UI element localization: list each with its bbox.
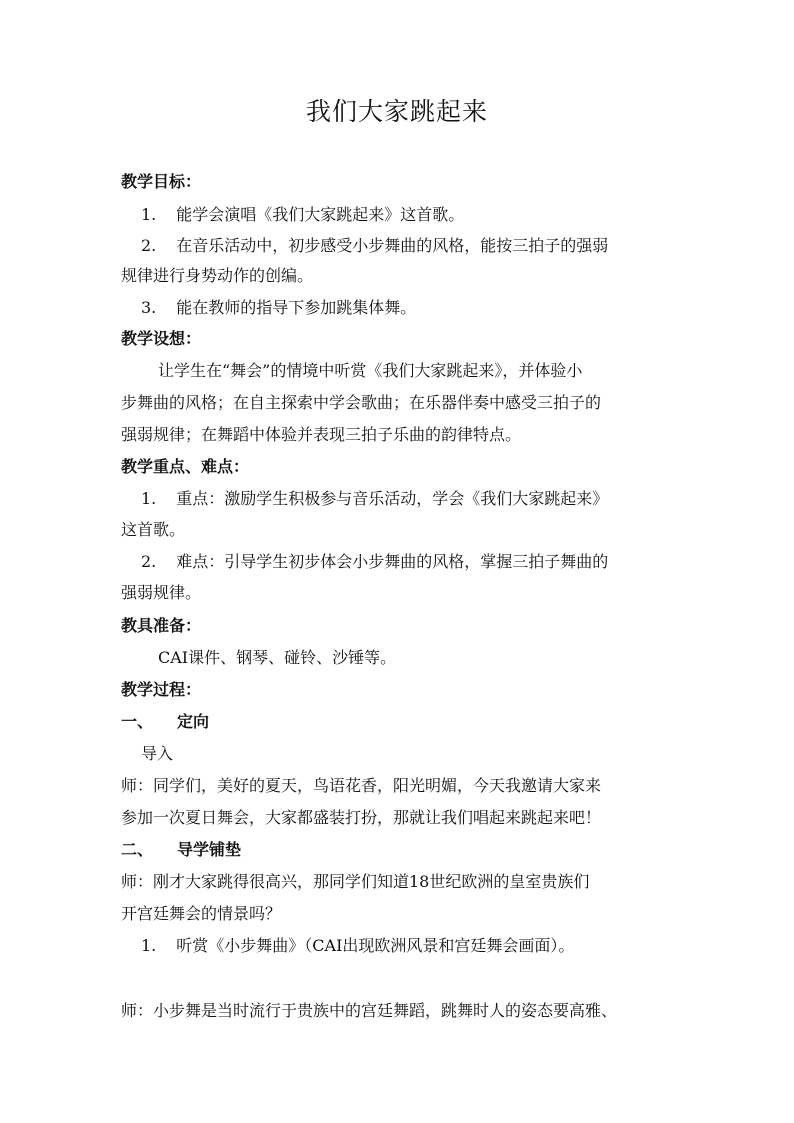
objective-item-3 [141, 296, 701, 320]
list-text: 难点：引导学生初步体会小步舞曲的风格，掌握三拍子舞曲的 [176, 552, 609, 571]
tools-heading: 教具准备： [121, 616, 202, 635]
design-paragraph-line-2: 步舞曲的风格；在自主探索中学会歌曲；在乐器伴奏中感受三拍子的 [121, 393, 602, 412]
key-point-item-2-continued: 强弱规律。 [121, 583, 202, 602]
part-2-line-2: 开宫廷舞会的情景吗？ [121, 904, 282, 923]
part-1-subheading: 导入 [141, 744, 174, 763]
key-point-item-1 [141, 487, 681, 511]
list-text: 重点：激励学生积极参与音乐活动，学会《我们大家跳起来》 [176, 489, 609, 508]
list-number: 2. [141, 552, 157, 571]
part-1-line-2: 参加一次夏日舞会，大家都盛装打扮，那就让我们唱起来跳起来吧！ [121, 808, 602, 827]
list-number: 1. [141, 205, 157, 224]
part-2-heading [121, 838, 681, 862]
final-paragraph-line: 师：小步舞是当时流行于贵族中的宫廷舞蹈，跳舞时人的姿态要高雅、 [121, 1001, 618, 1020]
section-number: 二、 [121, 840, 154, 859]
page-title: 我们大家跳起来 [305, 97, 488, 126]
part-2-list-item-1 [141, 934, 701, 958]
design-paragraph-line-1: 让学生在“舞会”的情境中听赏《我们大家跳起来》，并体验小 [158, 361, 583, 380]
key-points-heading: 教学重点、难点： [121, 457, 250, 476]
list-number: 1. [141, 489, 157, 508]
objective-item-2 [141, 234, 681, 258]
list-text: 能学会演唱《我们大家跳起来》这首歌。 [176, 205, 465, 224]
section-number: 一、 [121, 712, 154, 731]
list-number: 1. [141, 936, 157, 955]
design-paragraph-line-3: 强弱规律；在舞蹈中体验并表现三拍子乐曲的韵律特点。 [121, 425, 522, 444]
list-number: 3. [141, 298, 157, 317]
objective-item-1 [141, 203, 701, 227]
key-point-item-2 [141, 550, 681, 574]
list-text: 能在教师的指导下参加跳集体舞。 [176, 298, 417, 317]
list-text: 听赏《小步舞曲》（CAI出现欧洲风景和宫廷舞会画面）。 [176, 936, 575, 955]
section-title: 定向 [177, 712, 210, 731]
tools-text: CAI课件、钢琴、碰铃、沙锤等。 [158, 648, 397, 667]
list-text: 在音乐活动中，初步感受小步舞曲的风格，能按三拍子的强弱 [176, 236, 609, 255]
list-number: 2. [141, 236, 157, 255]
key-point-item-1-continued: 这首歌。 [121, 520, 186, 539]
part-1-line-1: 师：同学们，美好的夏天，鸟语花香，阳光明媚，今天我邀请大家来 [121, 776, 602, 795]
process-heading: 教学过程： [121, 680, 202, 699]
objectives-heading: 教学目标： [121, 172, 202, 191]
design-heading: 教学设想： [121, 329, 202, 348]
part-2-line-1: 师：刚才大家跳得很高兴，那同学们知道18世纪欧洲的皇室贵族们 [121, 872, 590, 891]
section-title: 导学铺垫 [177, 840, 242, 859]
part-1-heading [121, 710, 681, 734]
objective-item-2-continued: 规律进行身势动作的创编。 [121, 266, 314, 285]
